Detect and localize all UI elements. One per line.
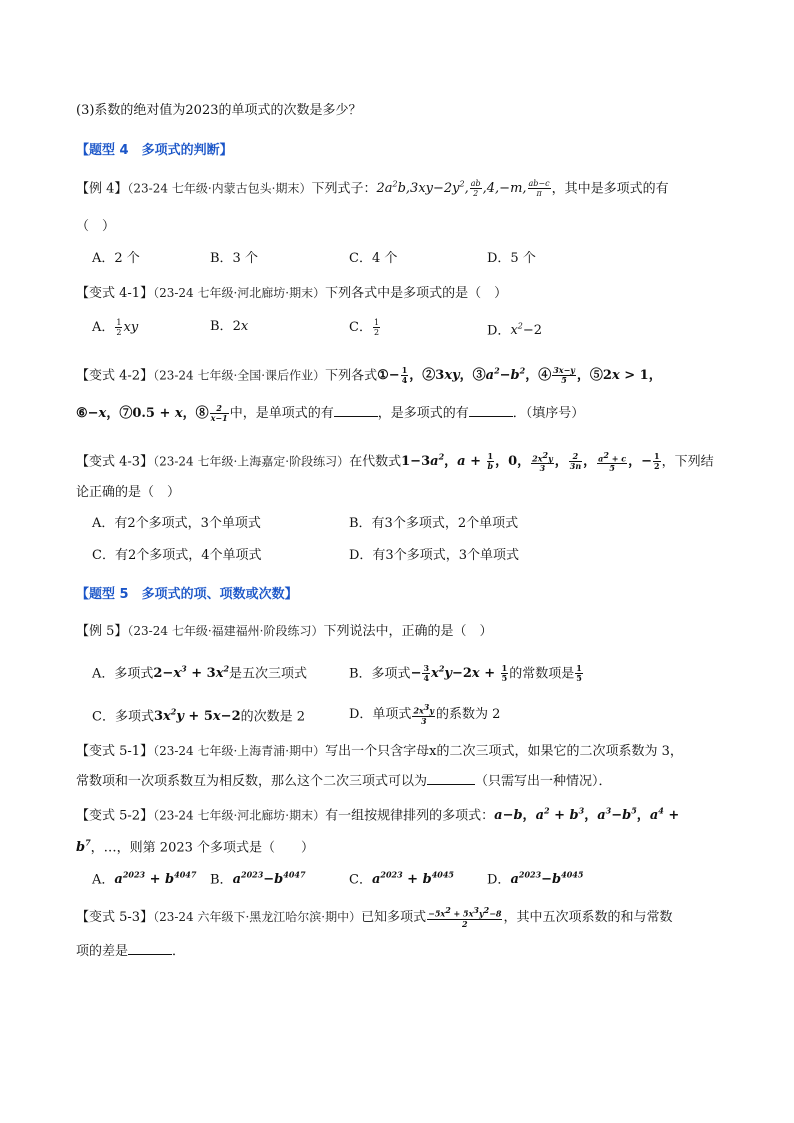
example-4: 【例 4】（23-24 七年级·内蒙古包头·期末）下列式子：$2a^2b,3xy-2y^2$, $\frac{ab}{2}$ ,4,−m, $\frac{ab-c}{\pi}$ ，其中是多项式的有 (76, 179, 669, 199)
math-expr: $b^7$ (76, 838, 91, 856)
option-b: B．3 个 (210, 251, 258, 266)
option-b: B．多项式− $\frac{3}{4}$ $x^2y-2x$ + $\frac{1}{5}$ 的常数项是 $\frac{1}{5}$ (349, 663, 582, 684)
math-expr: $a^{2023} + b^{4045}$ (371, 870, 454, 888)
example-5: 【例 5】（23-24 七年级·福建福州·阶段练习）下列说法中，正确的是（ ） (76, 624, 493, 639)
math-expr: $\frac{1}{5}$ (576, 663, 582, 684)
math-expr: $\frac{2x^3y}{3}$ (413, 702, 435, 726)
math-expr: $2a^2b,3xy-2y^2$, $\frac{ab}{2}$ ,4,−m, $\frac{ab-c}{\pi}$ (376, 179, 550, 199)
example-label: 【例 4】 (76, 181, 128, 197)
variant-5-3: 【变式 5-3】（23-24 六年级下·黑龙江哈尔滨·期中）已知多项式 $\frac{-5x^2 + 5x^3y^2-8}{2}$ ，其中五次项系数的和与常数 (76, 905, 673, 929)
answer-blank[interactable] (427, 772, 475, 785)
variant-4-3-line2: 论正确的是（ ） (76, 485, 181, 500)
option-d: D．$x^2-2$ (487, 322, 543, 339)
option-c: C．4 个 (349, 251, 398, 266)
variant-5-3-line2: 项的差是 ． (76, 944, 186, 959)
math-expr: $a^{2023}-b^{4047}$ (232, 870, 306, 888)
math-expr: $\frac{1}{2}$ (373, 318, 380, 337)
option-d: D．$a^{2023}-b^{4045}$ (487, 870, 584, 888)
option-d: D．有3个多项式，3个单项式 (349, 548, 519, 563)
option-b: B．有3个多项式，2个单项式 (349, 516, 519, 531)
variant-5-2-line2: $b^7$，…，则第 2023 个多项式是（ ） (76, 838, 315, 856)
option-c: C．$a^{2023} + b^{4045}$ (349, 870, 454, 888)
option-a: A．多项式$2-x^3 + 3x^2$是五次三项式 (92, 664, 308, 682)
math-expr: $2-x^3 + 3x^2$ (153, 664, 230, 682)
question-3: (3)系数的绝对值为2023的单项式的次数是多少？ (76, 103, 362, 118)
math-expr: $1-3a^2$，a + $\frac{1}{b}$ ，0， $\frac{2x^2y}{3}$ ， $\frac{2}{3n}$ ， $\frac{a^2 + c}{5}$ ，− $\frac{1}{2}$ (401, 449, 660, 474)
option-a: A．有2个多项式，3个单项式 (92, 516, 261, 531)
option-a: A．2 个 (92, 251, 140, 266)
option-b: B．2x (210, 319, 249, 334)
option-a: A．$a^{2023} + b^{4047}$ (92, 870, 197, 888)
source: （23-24 七年级·内蒙古包头·期末） (127, 181, 312, 196)
variant-4-2: 【变式 4-2】（23-24 七年级·全国·课后作业）下列各式①− $\frac{1}{4}$ ，②3xy，$③a^2-b^2$，④ $\frac{3x-y}{5}$ ，⑤2x > 1， (76, 365, 662, 386)
math-expr: a−b，$a^2 + b^3$，$a^3-b^5$，$a^4$ + (494, 806, 680, 824)
answer-blank[interactable] (469, 404, 513, 417)
math-expr: $3x^2y + 5x-2$ (153, 707, 241, 725)
math-expr: 2x (232, 319, 249, 334)
option-c: C．多项式$3x^2y + 5x-2$的次数是 2 (92, 707, 306, 725)
section-heading-type5: 【题型 5 多项式的项、项数或次数】 (76, 587, 298, 602)
section-heading-type4: 【题型 4 多项式的判断】 (76, 143, 233, 158)
variant-5-2: 【变式 5-2】（23-24 七年级·河北廊坊·期末）有一组按规律排列的多项式：a−b，$a^2 + b^3$，$a^3-b^5$，$a^4$ + (76, 806, 680, 824)
variant-4-3: 【变式 4-3】（23-24 七年级·上海嘉定·阶段练习）在代数式$1-3a^2$，a + $\frac{1}{b}$ ，0， $\frac{2x^2y}{3}$ ， $\frac{2}{3n}$ ， $\frac{a^2 + c}{5}$ ，− $\frac{1}{2}$ ，下列结 (76, 449, 714, 474)
option-d: D．5 个 (487, 251, 536, 266)
example-4-paren: （ ） (76, 219, 116, 234)
variant-4-1: 【变式 4-1】（23-24 七年级·河北廊坊·期末）下列各式中是多项式的是（ ） (76, 286, 508, 301)
answer-blank[interactable] (334, 404, 378, 417)
option-c: C． $\frac{1}{2}$ (349, 318, 380, 337)
variant-5-1: 【变式 5-1】（23-24 七年级·上海青浦·期中）写出一个只含字母x的二次三项式，如果它的二次项系数为 3， (76, 744, 683, 759)
math-expr: − $\frac{3}{4}$ $x^2y-2x$ + $\frac{1}{5}$ (410, 663, 508, 684)
math-expr: ①− $\frac{1}{4}$ ，②3xy，$③a^2-b^2$，④ $\frac{3x-y}{5}$ ，⑤2x > 1， (377, 365, 662, 386)
math-expr: $\frac{1}{2}$ xy (116, 318, 139, 337)
math-expr: $a^{2023}-b^{4045}$ (510, 870, 584, 888)
math-expr: $\frac{-5x^2 + 5x^3y^2-8}{2}$ (428, 905, 502, 929)
math-expr: ⑥−x，⑦0.5 + x，⑧ $\frac{2}{x-1}$ (76, 403, 228, 423)
option-a: A． $\frac{1}{2}$ xy (92, 318, 139, 337)
answer-blank[interactable] (128, 942, 172, 955)
math-expr: $a^{2023} + b^{4047}$ (114, 870, 197, 888)
option-c: C．有2个多项式，4个单项式 (92, 548, 262, 563)
option-d: D．单项式 $\frac{2x^3y}{3}$ 的系数为 2 (349, 702, 501, 726)
math-expr: $x^2-2$ (510, 322, 543, 339)
variant-4-2-line2: ⑥−x，⑦0.5 + x，⑧ $\frac{2}{x-1}$ 中，是单项式的有 ，是多项式的有 ．（填序号） (76, 403, 585, 423)
variant-5-1-line2: 常数项和一次项系数互为相反数，那么这个二次三项式可以为 （只需写出一种情况）． (76, 774, 612, 789)
option-b: B．$a^{2023}-b^{4047}$ (210, 870, 306, 888)
